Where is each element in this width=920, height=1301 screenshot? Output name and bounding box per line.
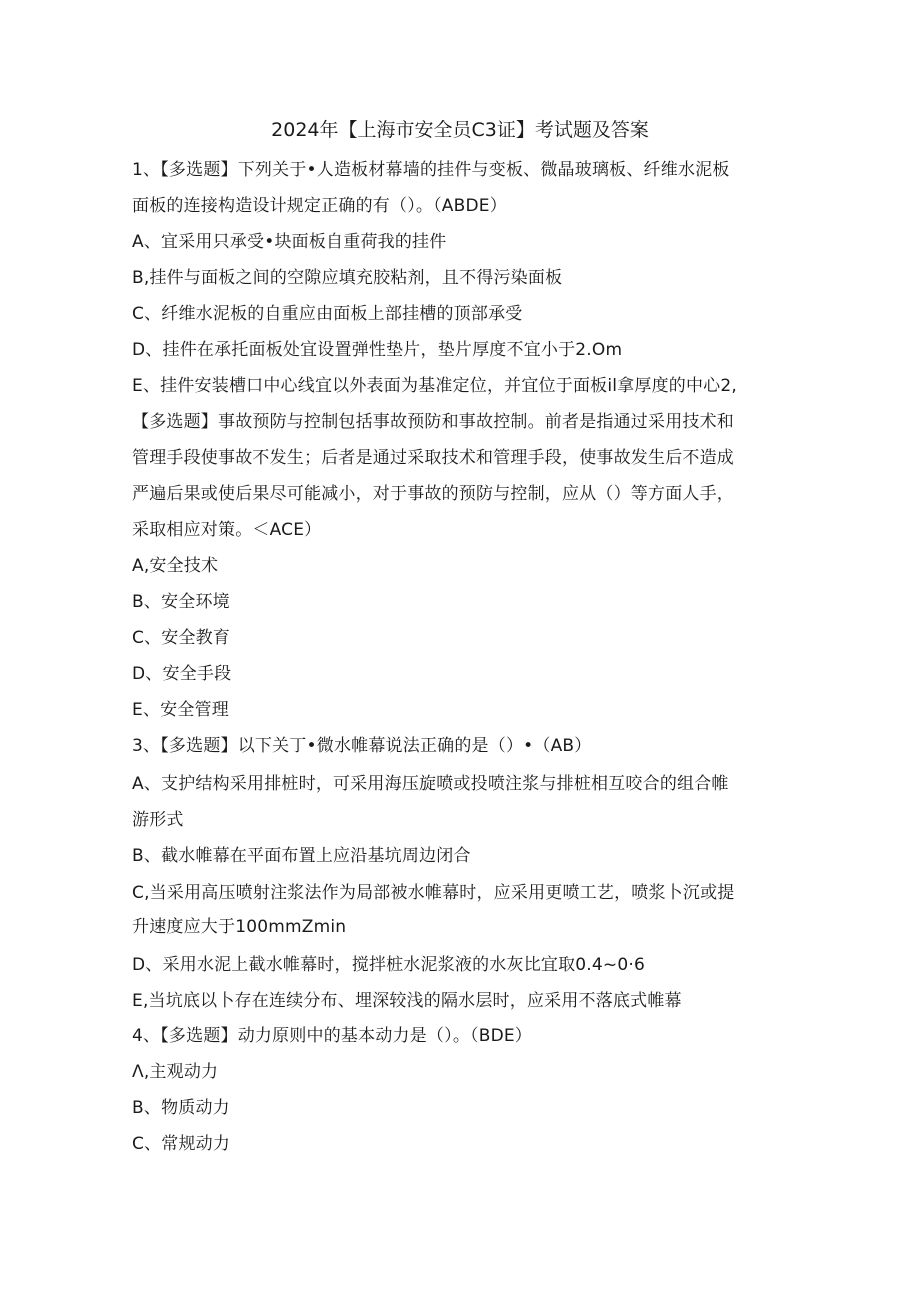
question-2-option-b: B、安全环境 [132,592,230,612]
question-2-stem-line-3: 严遍后果或使后果尽可能减小，对于事故的预防与控制，应从（）等方面人手， [132,484,734,504]
question-2-option-e: E、安全管理 [132,700,229,720]
question-3-option-c-line-1: C,当采用高压喷射注浆法作为局部被水帷幕时，应采用更喷工艺，喷浆卜沉或提 [132,883,735,903]
question-4-stem: 4、【多选题】动力原则中的基本动力是（）。（BDE） [132,1026,533,1046]
question-3-stem: 3、【多选题】以下关丁•微水帷幕说法正确的是（）•（AB） [132,736,592,756]
question-2-option-a: A,安全技术 [132,556,219,576]
question-2-stem-line-2: 管理手段使事故不发生；后者是通过采取技术和管理手段，使事故发生后不造成 [132,448,734,468]
question-3-option-a-line-2: 游形式 [132,810,184,830]
question-3-option-c-line-2: 升速度应大于100mmZmin [132,917,347,937]
question-1-option-b: B,挂件与面板之间的空隙应填充胶粘剂，且不得污染面板 [132,268,563,288]
question-3-option-b: B、截水帷幕在平面布置上应沿基坑周边闭合 [132,846,471,866]
document-title: 2024年【上海市安全员C3证】考试题及答案 [271,119,649,141]
question-1-option-e: E、挂件安装槽口中心线宜以外表面为基准定位，并宜位于面板il拿厚度的中心2, [132,376,738,396]
question-1-stem-line-2: 面板的连接构造设计规定正确的有（）。（ABDE） [132,196,507,216]
question-3-option-a-line-1: A、支护结构采用排桩时，可采用海压旋喷或投喷注浆与排桩相互咬合的组合帷 [132,774,729,794]
question-4-option-a: Λ,主观动力 [132,1062,219,1082]
question-1-option-a: A、宜采用只承受•块面板自重荷我的挂件 [132,232,447,252]
question-4-option-b: B、物质动力 [132,1098,230,1118]
question-2-option-c: C、安全教育 [132,628,231,648]
question-1-option-c: C、纤维水泥板的自重应由面板上部挂槽的顶部承受 [132,304,523,324]
question-4-option-c: C、常规动力 [132,1134,231,1154]
question-2-stem-line-4: 采取相应对策。＜ACE） [132,520,322,540]
question-2-stem-line-1: 【多选题】事故预防与控制包括事故预防和事故控制。前者是指通过采用技术和 [132,412,734,432]
question-3-option-d: D、采用水泥上截水帷幕时，搅拌桩水泥浆液的水灰比宜取0.4~0·6 [132,955,646,975]
question-3-option-e: E,当坑底以卜存在连续分布、埋深较浅的隔水层时，应采用不落底式帷幕 [132,991,682,1011]
question-2-option-d: D、安全手段 [132,664,232,684]
question-1-stem-line-1: 1、【多选题】下列关于•人造板材幕墙的挂件与变板、微晶玻璃板、纤维水泥板 [132,160,730,180]
question-1-option-d: D、挂件在承托面板处宜设置弹性垫片，垫片厚度不宜小于2.Om [132,340,623,360]
